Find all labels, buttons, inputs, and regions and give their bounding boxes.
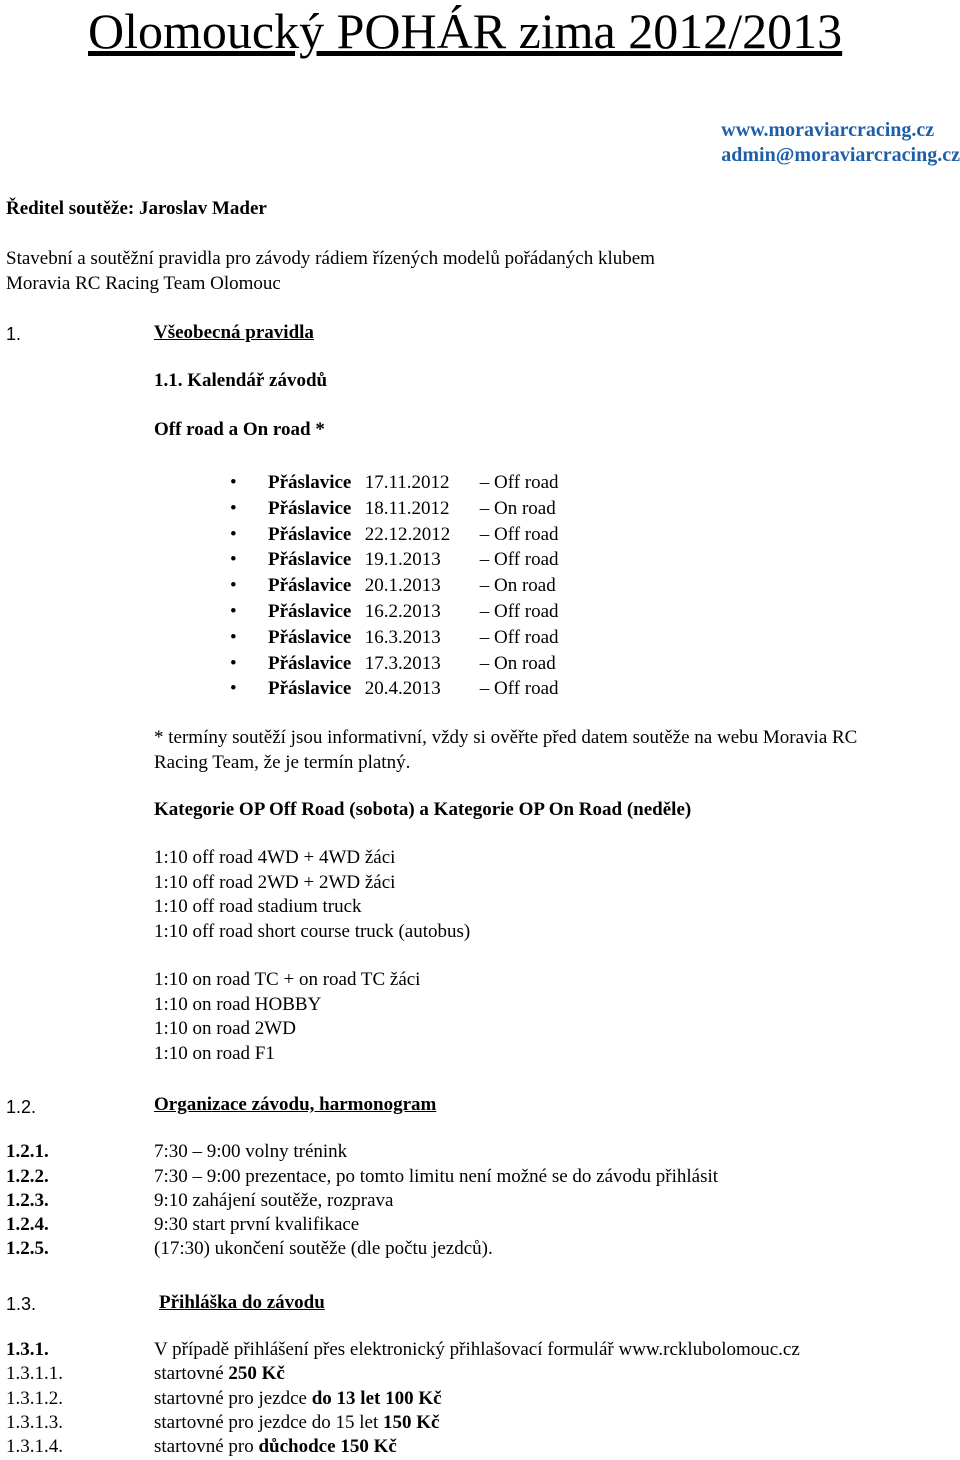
section-1-3-title: Přihláška do závodu [159,1292,325,1313]
categories-title: Kategorie OP Off Road (sobota) a Kategorie OP On Road (neděle) [154,799,692,820]
list-item: • Přáslavice 22.12.2012 – Off road [230,522,559,548]
calendar-subtitle: Off road a On road * [154,419,325,440]
list-item: 1:10 on road F1 [154,1042,275,1064]
list-item: • Přáslavice 17.11.2012 – Off road [230,470,559,496]
note-line-2: Racing Team, že je termín platný. [154,751,411,773]
section-1-number: 1. [6,324,22,344]
race-calendar-list [230,470,559,702]
list-item: • Přáslavice 16.3.2013 – Off road [230,625,559,651]
list-item: 1:10 on road TC + on road TC žáci [154,969,421,990]
list-item: 1:10 on road HOBBY [154,993,322,1015]
competition-director: Ředitel soutěže: Jaroslav Mader [6,198,267,219]
list-item: • Přáslavice 20.1.2013 – On road [230,573,559,599]
onroad-categories [154,968,420,1066]
section-1-title: Všeobecná pravidla [154,322,314,343]
contact-links [721,118,960,168]
list-item: 1:10 off road short course truck (autobus) [154,920,471,942]
calendar-note [154,726,857,775]
list-item: 1:10 off road stadium truck [154,896,362,917]
section-1-1-title: 1.1. Kalendář závodů [154,370,328,391]
website-link[interactable]: www.moraviarcracing.cz [721,119,935,141]
section-1-2-number: 1.2. [6,1097,37,1117]
section-1-2-title: Organizace závodu, harmonogram [154,1094,437,1115]
intro-line-2: Moravia RC Racing Team Olomouc [6,272,281,294]
note-line-1: * termíny soutěží jsou informativní, vždy si ověřte před datem soutěže na webu Moravia RC [154,727,858,748]
offroad-categories [154,846,470,944]
intro-paragraph [6,247,655,296]
intro-line-1: Stavební a soutěžní pravidla pro závody rádiem řízených modelů pořádaných klubem [6,248,655,269]
email-link[interactable]: admin@moraviarcracing.cz [721,144,960,166]
list-item: 1:10 off road 2WD + 2WD žáci [154,871,396,893]
list-item: • Přáslavice 16.2.2013 – Off road [230,599,559,625]
section-1-3-number: 1.3. [6,1294,37,1314]
list-item: • Přáslavice 20.4.2013 – Off road [230,676,559,702]
list-item: • Přáslavice 17.3.2013 – On road [230,651,559,677]
page-title: Olomoucký POHÁR zima 2012/2013 [88,3,843,59]
list-item: 1:10 on road 2WD [154,1018,296,1039]
list-item: • Přáslavice 19.1.2013 – Off road [230,547,559,573]
list-item: • Přáslavice 18.11.2012 – On road [230,496,559,522]
list-item: 1:10 off road 4WD + 4WD žáci [154,847,396,868]
